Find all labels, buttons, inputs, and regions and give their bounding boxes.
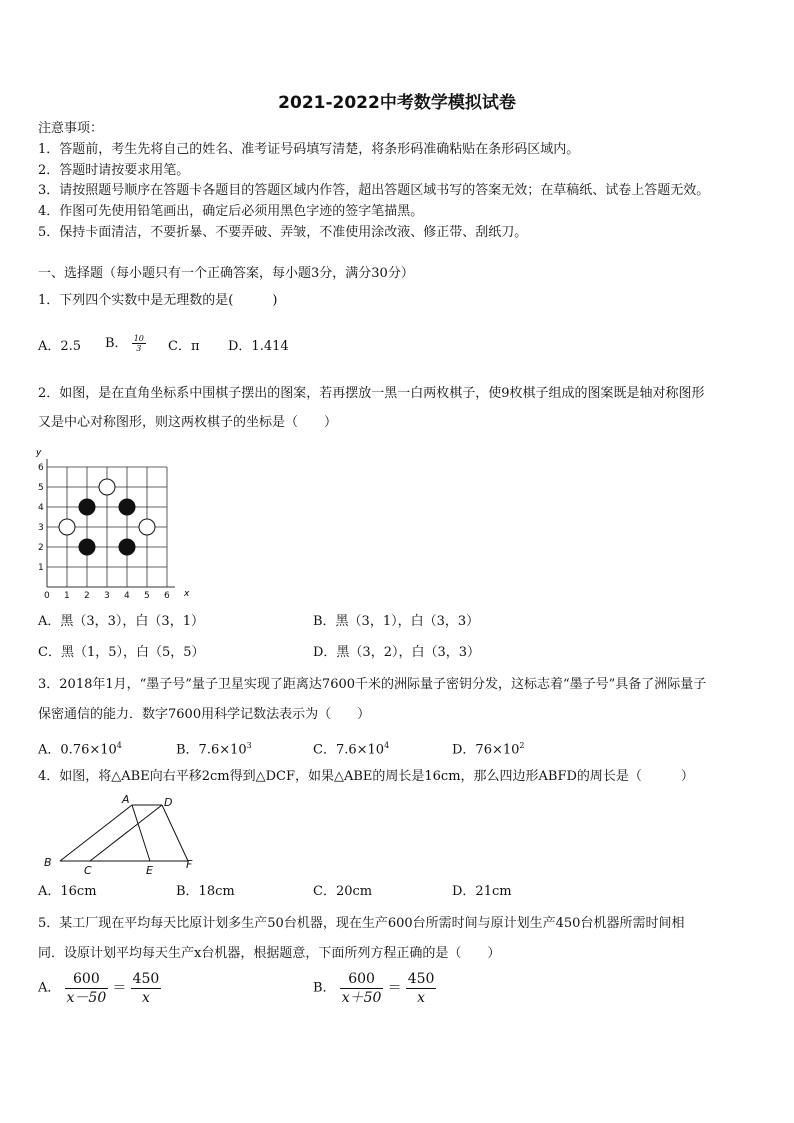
q5-option-b-right-denominator: x (417, 990, 426, 1006)
black-stone (79, 499, 95, 515)
q5-option-a-right-numerator: 450 (132, 971, 160, 987)
q1-option-b-denominator: 3 (136, 344, 142, 353)
note-item-2: 2．答题时请按要求用笔。 (38, 163, 190, 178)
q3-option-c (313, 737, 389, 759)
x-tick-label: 2 (84, 591, 90, 601)
x-tick-label: 1 (64, 591, 70, 601)
q5-option-a-right-denominator: x (141, 990, 150, 1006)
q5-option-a (38, 970, 161, 1007)
q5-option-a-left-numerator: 600 (65, 970, 109, 989)
black-stone (79, 539, 95, 555)
x-axis-label: x (184, 589, 190, 599)
page-title: 2021-2022中考数学模拟试卷 (278, 93, 516, 113)
q3-option-c-base: C．7.6×10 (313, 742, 385, 758)
point-label-a: A (122, 793, 130, 806)
y-tick-label: 4 (38, 503, 44, 513)
q4-parallelogram-figure (38, 792, 208, 878)
note-item-1: 1．答题前，考生先将自己的姓名、准考证号码填写清楚，将条形码准确粘贴在条形码区域内。 (38, 142, 580, 157)
line-BA (60, 805, 132, 861)
q5-option-b-right-numerator: 450 (407, 971, 435, 987)
q1-stem: 1．下列四个实数中是无理数的是( ) (38, 293, 278, 308)
y-tick-label: 3 (38, 523, 44, 533)
figure-lines (60, 805, 188, 861)
q2-option-a: A．黑（3，3），白（3，1） (38, 614, 204, 629)
y-tick-label: 2 (38, 543, 44, 553)
note-item-3: 3．请按照题号顺序在答题卡各题目的答题区域内作答，超出答题区域书写的答案无效；在草稿纸、试卷上答题无效。 (38, 183, 710, 198)
q5-option-a-label: A． (38, 980, 61, 996)
q5-option-a-left-denominator: x－50 (66, 990, 107, 1006)
q1-option-b (105, 334, 146, 353)
q1-option-d: D．1.414 (228, 339, 289, 354)
q5-option-b-right-fraction (406, 970, 437, 1007)
x-tick-label: 3 (104, 591, 110, 601)
y-tick-label: 6 (38, 463, 44, 473)
q5-option-b-left-fraction (340, 970, 384, 1007)
q1-option-b-label: B． (105, 336, 128, 351)
q5-option-b-equals: ＝ (387, 980, 402, 997)
white-stone (59, 519, 75, 535)
y-tick-label: 5 (38, 483, 44, 493)
x-tick-label: 0 (44, 591, 50, 601)
q4-option-c: C．20cm (313, 884, 373, 899)
q3-option-a (38, 737, 122, 759)
q5-option-b-left-denominator: x＋50 (341, 990, 382, 1006)
point-label-b: B (44, 856, 52, 869)
q3-option-b-base: B．7.6×10 (176, 742, 247, 758)
q2-stem-line1: 2．如图，是在直角坐标系中围棋子摆出的图案，若再摆放一黑一白两枚棋子，使9枚棋子组成的图案既是轴对称图形 (38, 386, 705, 401)
q3-option-a-base: A．0.76×10 (38, 742, 117, 758)
white-stone (99, 479, 115, 495)
y-tick-label: 1 (38, 563, 44, 573)
q3-option-d-base: D．76×10 (452, 742, 520, 758)
q5-stem-line2: 同．设原计划平均每天生产x台机器，根据题意，下面所列方程正确的是（ ） (38, 946, 501, 961)
q5-option-a-left-fraction (65, 970, 109, 1007)
q1-option-b-numerator: 10 (133, 334, 144, 343)
q3-option-d (452, 737, 525, 759)
note-item-4: 4．作图可先使用铅笔画出，确定后必须用黑色字迹的签字笔描黑。 (38, 204, 424, 219)
q4-stem: 4．如图，将△ABE向右平移2cm得到△DCF，如果△ABE的周长是16cm，那么四边形ABFD的周长是（ ） (38, 769, 694, 784)
q2-coordinate-grid (28, 446, 198, 602)
q3-option-c-exponent: 4 (384, 741, 390, 750)
line-CD (90, 805, 162, 861)
point-label-f: F (186, 858, 193, 871)
section-heading: 一、选择题（每小题只有一个正确答案，每小题3分，满分30分） (38, 266, 414, 281)
q3-stem-line1: 3．2018年1月，“墨子号”量子卫星实现了距离达7600千米的洲际量子密钥分发，这标志着“墨子号”具备了洲际量子 (38, 677, 707, 692)
q5-option-a-right-fraction (131, 970, 162, 1007)
x-tick-label: 4 (124, 591, 130, 601)
q2-option-d: D．黑（3，2），白（3，3） (313, 645, 481, 660)
q2-option-b: B．黑（3，1），白（3，3） (313, 614, 480, 629)
q5-option-b-label: B． (313, 980, 336, 996)
black-stone (119, 539, 135, 555)
q5-option-a-equals: ＝ (112, 980, 127, 997)
notes-heading: 注意事项： (38, 121, 104, 136)
x-tick-label: 6 (164, 591, 170, 601)
point-label-d: D (164, 796, 173, 809)
q4-option-d: D．21cm (452, 884, 512, 899)
x-tick-label: 5 (144, 591, 150, 601)
black-stone (119, 499, 135, 515)
q1-option-a: A．2.5 (38, 339, 82, 354)
q5-option-b-left-numerator: 600 (340, 970, 384, 989)
q2-option-c: C．黑（1，5），白（5，5） (38, 645, 205, 660)
q1-option-b-fraction (132, 334, 146, 353)
point-label-c: C (84, 864, 92, 877)
q2-stem-line2: 又是中心对称图形，则这两枚棋子的坐标是（ ） (38, 415, 338, 430)
q4-option-b: B．18cm (176, 884, 235, 899)
q3-option-b (176, 737, 252, 759)
point-label-e: E (146, 864, 153, 877)
q1-option-c: C．π (168, 339, 200, 354)
white-stone (139, 519, 155, 535)
q3-option-b-exponent: 3 (246, 741, 252, 750)
q4-option-a: A．16cm (38, 884, 97, 899)
q5-stem-line1: 5．某工厂现在平均每天比原计划多生产50台机器，现在生产600台所需时间与原计划生产450台机器所需时间相 (38, 916, 685, 931)
q3-option-d-exponent: 2 (519, 741, 525, 750)
line-DF (162, 805, 188, 861)
q5-option-b (313, 970, 436, 1007)
q3-option-a-exponent: 4 (116, 741, 122, 750)
q3-stem-line2: 保密通信的能力．数字7600用科学记数法表示为（ ） (38, 707, 371, 722)
y-axis-label: y (36, 448, 42, 458)
note-item-5: 5．保持卡面清洁，不要折暴、不要弄破、弄皱，不准使用涂改液、修正带、刮纸刀。 (38, 225, 528, 240)
line-AE (132, 805, 150, 861)
